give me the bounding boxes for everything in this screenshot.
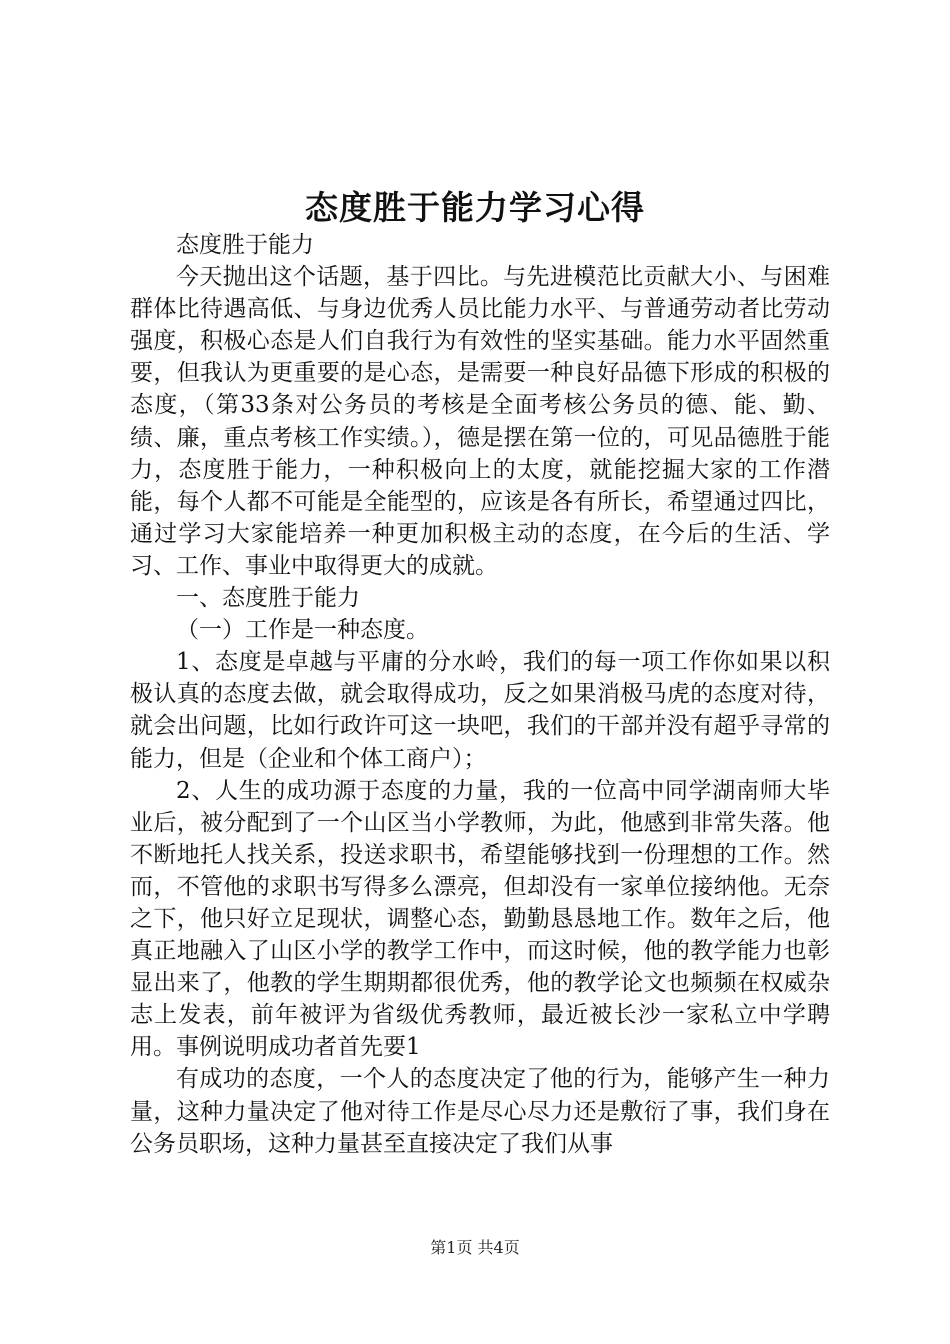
paragraph-continuation: 有成功的态度，一个人的态度决定了他的行为，能够产生一种力量，这种力量决定了他对待工作是尽心尽力还是敷衍了事，我们身在公务员职场，这种力量甚至直接决定了我们从事: [130, 1066, 830, 1157]
paragraph-point-1: 1、态度是卓越与平庸的分水岭，我们的每一项工作你如果以积极认真的态度去做，就会取得成功，反之如果消极马虎的态度对待，就会出问题，比如行政许可这一块吧，我们的干部并没有超乎寻常的能力，但是（企业和个体工商户）；: [130, 649, 830, 772]
subsection-heading: （一）工作是一种态度。: [176, 617, 429, 644]
section-heading: 一、态度胜于能力: [176, 585, 360, 612]
paragraph-heading: 态度胜于能力: [176, 232, 314, 258]
paragraph-intro: 今天抛出这个话题，基于四比。与先进模范比贡献大小、与困难群体比待遇高低、与身边优秀人员比能力水平、与普通劳动者比劳动强度，积极心态是人们自我行为有效性的坚实基础。能力水平固然重要，但我认为更重要的是心态，是需要一种良好品德下形成的积极的态度，（第33条对公务员的考核是全面考核公务员的德、能、勤、绩、廉，重点考核工作实绩。），德是摆在第一位的，可见品德胜于能力，态度胜于能力，一种积极向上的太度，就能挖掘大家的工作潜能，每个人都不可能是全能型的，应该是各有所长，希望通过四比，通过学习大家能培养一种更加积极主动的态度，在今后的生活、学习、工作、事业中取得更大的成就。: [130, 264, 830, 579]
paragraph-point-2: 2、人生的成功源于态度的力量，我的一位高中同学湖南师大毕业后，被分配到了一个山区当小学教师，为此，他感到非常失落。他不断地托人找关系，投送求职书，希望能够找到一份理想的工作。然而，不管他的求职书写得多么漂亮，但却没有一家单位接纳他。无奈之下，他只好立足现状，调整心态，勤勤恳恳地工作。数年之后，他真正地融入了山区小学的教学工作中，而这时候，他的教学能力也彰显出来了，他教的学生期期都很优秀，他的教学论文也频频在权威杂志上发表，前年被评为省级优秀教师，最近被长沙一家私立中学聘用。事例说明成功者首先要1: [130, 777, 830, 1061]
page-number-footer: 第1页 共4页: [430, 1238, 520, 1257]
document-body: [130, 229, 830, 1160]
document-title: 态度胜于能力学习心得: [305, 188, 645, 227]
